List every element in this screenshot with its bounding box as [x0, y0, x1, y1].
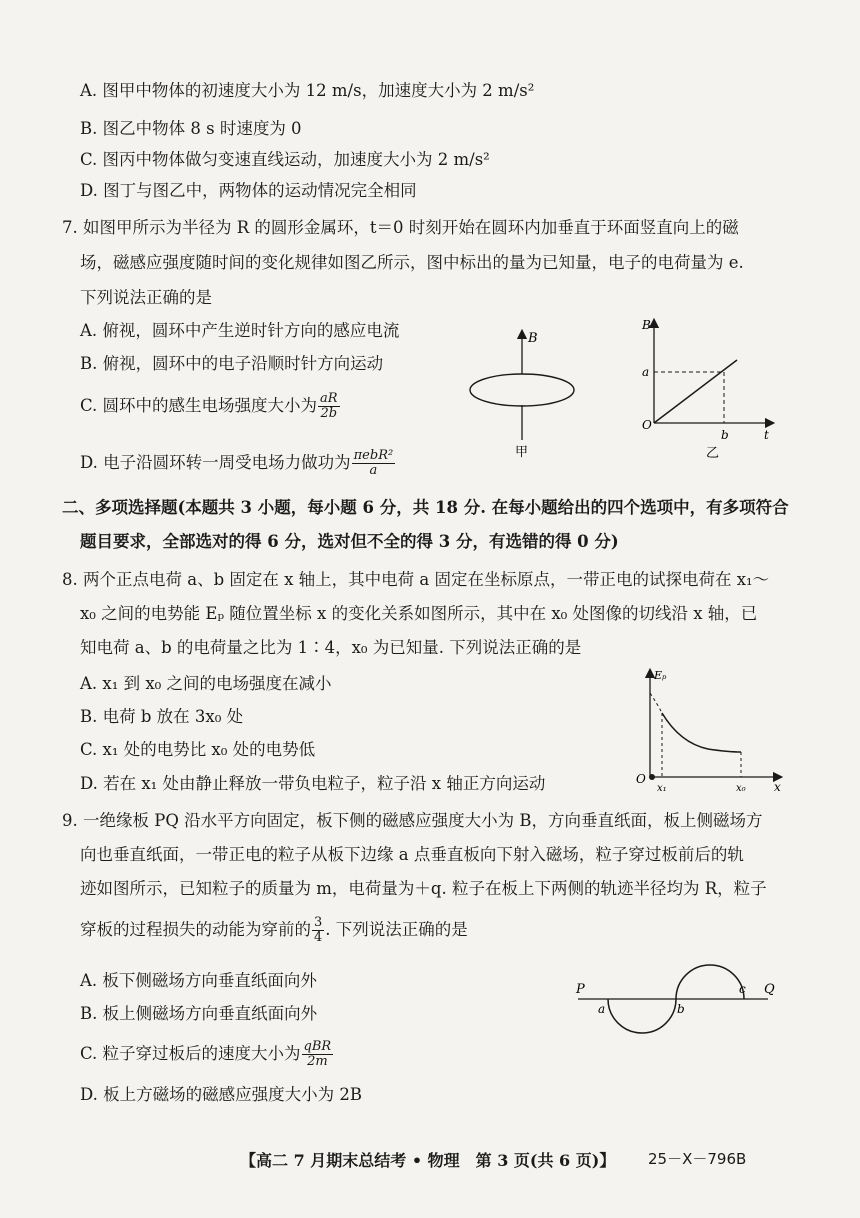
q9-stem-line2: 向也垂直纸面，一带正电的粒子从板下边缘 a 点垂直板向下射入磁场，粒子穿过板前后的轨 — [80, 845, 744, 864]
origin-label: O — [636, 772, 646, 786]
label-b: b — [677, 1002, 685, 1016]
q7-figure-ring — [460, 320, 600, 470]
q7-option-a: A. 俯视，圆环中产生逆时针方向的感应电流 — [80, 321, 400, 340]
q9-stem-line4 — [80, 916, 468, 945]
footer-code: 25－X－796B — [648, 1150, 747, 1168]
q6-option-a: A. 图甲中物体的初速度大小为 12 m/s，加速度大小为 2 m/s² — [80, 81, 535, 100]
label-c: c — [739, 982, 746, 996]
q9-stem-line3: 迹如图所示，已知粒子的质量为 m，电荷量为＋q. 粒子在板上下两侧的轨迹半径均为 R，粒子 — [80, 879, 767, 898]
b-t-line — [654, 360, 737, 423]
q6-option-b: B. 图乙中物体 8 s 时速度为 0 — [80, 119, 302, 138]
fraction-denominator: 2m — [307, 1054, 328, 1069]
b-axis-label: B — [528, 331, 538, 346]
trajectory-upper-arc — [676, 965, 744, 999]
fraction-numerator: πebR² — [353, 448, 394, 463]
fraction-denominator: 4 — [314, 930, 323, 945]
q9-option-c — [80, 1040, 334, 1069]
label-q: Q — [764, 982, 775, 997]
x1-tick-label: x₁ — [657, 783, 667, 794]
x-tick-label: b — [721, 428, 729, 442]
q7-stem-line2: 场，磁感应强度随时间的变化规律如图乙所示，图中标出的量为已知量，电子的电荷量为 e. — [80, 253, 744, 272]
ep-axis-label: Eₚ — [654, 669, 667, 682]
fraction-denominator: 2b — [320, 406, 338, 421]
q9-stem-line1: 9. 一绝缘板 PQ 沿水平方向固定，板下侧的磁感应强度大小为 B，方向垂直纸面，板上侧磁场方 — [62, 811, 763, 830]
q8-stem-line3: 知电荷 a、b 的电荷量之比为 1∶4，x₀ 为已知量. 下列说法正确的是 — [80, 638, 582, 657]
q9-stem-text: 穿板的过程损失的动能为穿前的 — [80, 920, 311, 939]
x-axis-label: t — [764, 428, 769, 442]
fraction-numerator: qBR — [303, 1039, 332, 1054]
trajectory-lower-arc — [608, 999, 676, 1033]
q9-option-b: B. 板上侧磁场方向垂直纸面向外 — [80, 1004, 318, 1023]
q8-option-d: D. 若在 x₁ 处由静止释放一带负电粒子，粒子沿 x 轴正方向运动 — [80, 774, 546, 793]
q7-option-d — [80, 449, 396, 478]
y-axis-label: B — [642, 318, 651, 332]
q7-stem-line1: 7. 如图甲所示为半径为 R 的圆形金属环，t＝0 时刻开始在圆环内加垂直于环面竖直向上的磁 — [62, 218, 739, 237]
charge-a-dot — [649, 774, 655, 780]
q7-option-d-text: D. 电子沿圆环转一周受电场力做功为 — [80, 453, 351, 472]
q8-option-c: C. x₁ 处的电势比 x₀ 处的电势低 — [80, 740, 316, 759]
x0-tick-label: x₀ — [736, 783, 746, 794]
q6-option-c: C. 图丙中物体做匀变速直线运动，加速度大小为 2 m/s² — [80, 150, 490, 169]
section2-instructions-line1: 二、多项选择题(本题共 3 小题，每小题 6 分，共 18 分. 在每小题给出的四个选项中，有多项符合 — [62, 498, 789, 517]
q7-option-c — [80, 392, 341, 421]
q8-stem-line2: x₀ 之间的电势能 Eₚ 随位置坐标 x 的变化关系如图所示，其中在 x₀ 处图像的切线沿 x 轴，已 — [80, 604, 758, 623]
q7-option-c-fraction — [318, 392, 340, 421]
q7-option-b: B. 俯视，圆环中的电子沿顺时针方向运动 — [80, 354, 384, 373]
label-a: a — [598, 1002, 606, 1016]
q9-option-c-fraction — [302, 1040, 334, 1069]
ep-curve — [662, 713, 741, 752]
q8-stem-line1: 8. 两个正点电荷 a、b 固定在 x 轴上，其中电荷 a 固定在坐标原点，一带正电的试探电荷在 x₁～ — [62, 570, 770, 589]
q8-figure-ep-graph — [628, 665, 788, 795]
q8-option-a: A. x₁ 到 x₀ 之间的电场强度在减小 — [80, 674, 332, 693]
section2-instructions-line2: 题目要求，全部选对的得 6 分，选对但不全的得 3 分，有选错的得 0 分) — [80, 532, 619, 551]
ep-dashed-curve — [650, 693, 662, 713]
q9-option-a: A. 板下侧磁场方向垂直纸面向外 — [80, 971, 317, 990]
q9-option-d: D. 板上方磁场的磁感应强度大小为 2B — [80, 1085, 362, 1104]
q9-stem-suffix: . 下列说法正确的是 — [325, 920, 468, 939]
y-tick-label: a — [642, 365, 650, 379]
metal-ring — [470, 374, 574, 406]
fraction-numerator: 3 — [314, 915, 323, 930]
origin-label: O — [642, 418, 652, 432]
fraction-numerator: aR — [320, 391, 338, 406]
q8-option-b: B. 电荷 b 放在 3x₀ 处 — [80, 707, 244, 726]
label-p: P — [576, 982, 585, 997]
q7-stem-line3: 下列说法正确的是 — [80, 288, 212, 307]
figure-caption-jia: 甲 — [515, 445, 529, 460]
q9-figure-trajectory — [568, 955, 788, 1055]
q6-option-d: D. 图丁与图乙中，两物体的运动情况完全相同 — [80, 181, 417, 200]
q9-option-c-text: C. 粒子穿过板后的速度大小为 — [80, 1044, 301, 1063]
x-axis-label: x — [774, 780, 781, 794]
figure-caption-yi: 乙 — [706, 446, 720, 461]
q7-option-c-text: C. 圆环中的感生电场强度大小为 — [80, 396, 318, 415]
q7-option-d-fraction — [352, 449, 396, 478]
q9-stem-fraction — [312, 916, 324, 945]
footer-title: 【高二 7 月期末总结考 • 物理 第 3 页(共 6 页)】 — [240, 1151, 616, 1170]
fraction-denominator: a — [369, 463, 378, 478]
q7-figure-graph — [632, 315, 782, 465]
